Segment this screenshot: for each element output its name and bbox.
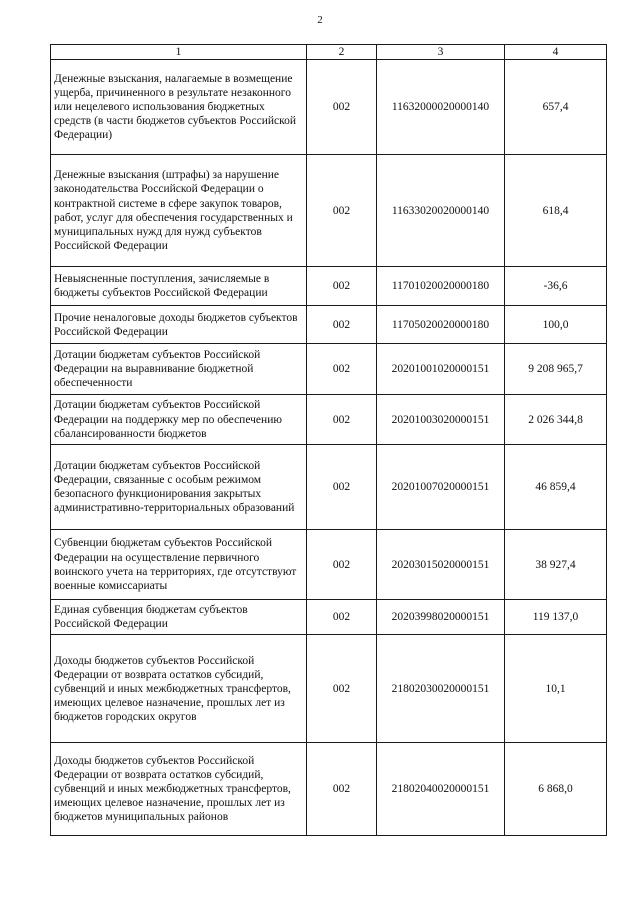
income-name-cell: Дотации бюджетам субъектов Российской Федерации на выравнивание бюджетной обеспеченности [51, 344, 307, 395]
table-row [51, 395, 607, 445]
page-number: 2 [317, 14, 323, 26]
income-name-cell: Денежные взыскания (штрафы) за нарушение законодательства Российской Федерации о контрактной системе в сфере закупок товаров, работ, услуг для обеспечения государственных и муниципальных нужд для нужд субъектов Российской Федерации [51, 155, 307, 267]
column-header-1: 1 [51, 45, 307, 60]
amount-cell: 46 859,4 [505, 445, 607, 530]
table-row [51, 600, 607, 635]
amount-cell: 100,0 [505, 306, 607, 344]
income-name-cell: Доходы бюджетов субъектов Российской Федерации от возврата остатков субсидий, субвенций и иных межбюджетных трансфертов, имеющих целевое назначение, прошлых лет из бюджетов муниципальных районов [51, 743, 307, 836]
income-name-cell: Доходы бюджетов субъектов Российской Федерации от возврата остатков субсидий, субвенций и иных межбюджетных трансфертов, имеющих целевое назначение, прошлых лет из бюджетов городских округов [51, 635, 307, 743]
administrator-code-cell: 002 [307, 445, 377, 530]
amount-cell: 618,4 [505, 155, 607, 267]
administrator-code-cell: 002 [307, 743, 377, 836]
budget-classification-code-cell: 20201007020000151 [377, 445, 505, 530]
budget-classification-code-cell: 21802030020000151 [377, 635, 505, 743]
income-name-cell: Прочие неналоговые доходы бюджетов субъектов Российской Федерации [51, 306, 307, 344]
budget-classification-code-cell: 20201003020000151 [377, 395, 505, 445]
budget-classification-code-cell: 11705020020000180 [377, 306, 505, 344]
revenue-table [50, 44, 607, 836]
amount-cell: 657,4 [505, 60, 607, 155]
income-name-cell: Денежные взыскания, налагаемые в возмещение ущерба, причиненного в результате незаконного или нецелевого использования бюджетных средств (в части бюджетов субъектов Российской Федерации) [51, 60, 307, 155]
administrator-code-cell: 002 [307, 267, 377, 306]
table-row [51, 60, 607, 155]
table-row [51, 344, 607, 395]
income-name-cell: Субвенции бюджетам субъектов Российской Федерации на осуществление первичного воинского учета на территориях, где отсутствуют военные комиссариаты [51, 530, 307, 600]
amount-cell: -36,6 [505, 267, 607, 306]
income-name-cell: Дотации бюджетам субъектов Российской Федерации на поддержку мер по обеспечению сбалансированности бюджетов [51, 395, 307, 445]
administrator-code-cell: 002 [307, 600, 377, 635]
amount-cell: 9 208 965,7 [505, 344, 607, 395]
amount-cell: 10,1 [505, 635, 607, 743]
table-row [51, 445, 607, 530]
table-row [51, 635, 607, 743]
budget-classification-code-cell: 11632000020000140 [377, 60, 505, 155]
income-name-cell: Невыясненные поступления, зачисляемые в бюджеты субъектов Российской Федерации [51, 267, 307, 306]
administrator-code-cell: 002 [307, 155, 377, 267]
administrator-code-cell: 002 [307, 635, 377, 743]
table-row [51, 155, 607, 267]
budget-classification-code-cell: 20203015020000151 [377, 530, 505, 600]
table-row [51, 267, 607, 306]
table-row [51, 530, 607, 600]
table-row [51, 743, 607, 836]
column-header-2: 2 [307, 45, 377, 60]
column-header-4: 4 [505, 45, 607, 60]
budget-classification-code-cell: 20203998020000151 [377, 600, 505, 635]
administrator-code-cell: 002 [307, 344, 377, 395]
income-name-cell: Дотации бюджетам субъектов Российской Федерации, связанные с особым режимом безопасного функционирования закрытых административно-территориальных образований [51, 445, 307, 530]
budget-classification-code-cell: 11633020020000140 [377, 155, 505, 267]
income-name-cell: Единая субвенция бюджетам субъектов Российской Федерации [51, 600, 307, 635]
amount-cell: 38 927,4 [505, 530, 607, 600]
column-number-row [51, 45, 607, 60]
administrator-code-cell: 002 [307, 530, 377, 600]
amount-cell: 6 868,0 [505, 743, 607, 836]
amount-cell: 2 026 344,8 [505, 395, 607, 445]
column-header-3: 3 [377, 45, 505, 60]
administrator-code-cell: 002 [307, 395, 377, 445]
table-row [51, 306, 607, 344]
budget-classification-code-cell: 20201001020000151 [377, 344, 505, 395]
administrator-code-cell: 002 [307, 306, 377, 344]
budget-classification-code-cell: 21802040020000151 [377, 743, 505, 836]
administrator-code-cell: 002 [307, 60, 377, 155]
amount-cell: 119 137,0 [505, 600, 607, 635]
budget-classification-code-cell: 11701020020000180 [377, 267, 505, 306]
